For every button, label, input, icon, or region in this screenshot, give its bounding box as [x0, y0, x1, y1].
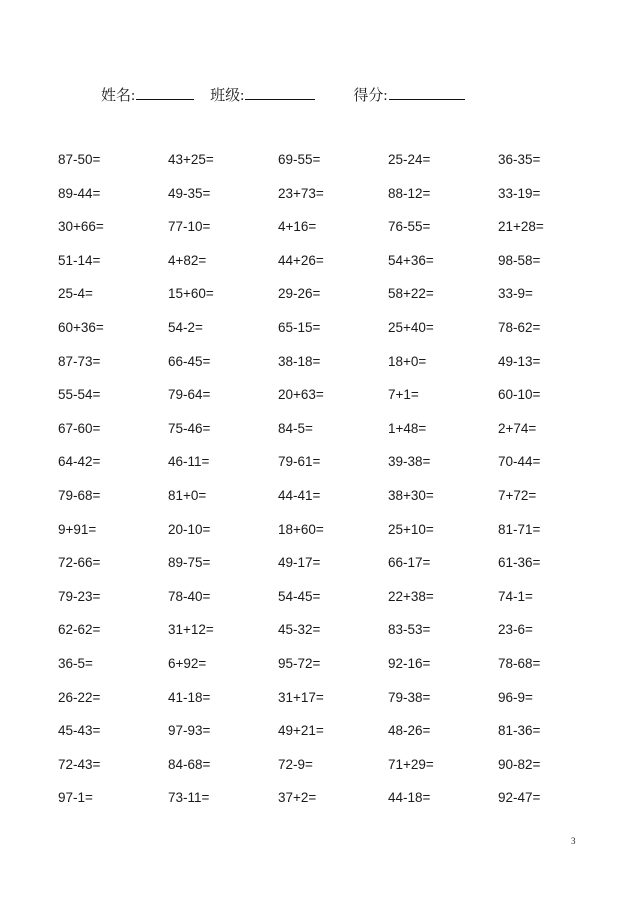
- math-problem: 41-18=: [168, 689, 211, 705]
- math-problem: 92-47=: [498, 790, 541, 806]
- math-problem: 49+21=: [278, 723, 324, 739]
- name-blank[interactable]: [136, 85, 194, 100]
- math-problem: 60+36=: [58, 319, 104, 335]
- name-field: [101, 84, 194, 105]
- math-problem: 79-61=: [278, 454, 321, 470]
- math-problem: 23+73=: [278, 185, 324, 201]
- math-problem: 89-75=: [168, 555, 211, 571]
- math-problem: 39-38=: [388, 454, 431, 470]
- math-problem: 72-43=: [58, 756, 101, 772]
- name-label: 姓名:: [101, 88, 136, 104]
- math-problem: 60-10=: [498, 387, 541, 403]
- math-problem: 9+91=: [58, 521, 97, 537]
- score-blank[interactable]: [389, 85, 465, 100]
- math-problem: 6+92=: [168, 655, 207, 671]
- math-problem: 25-24=: [388, 152, 431, 167]
- score-field: [353, 84, 464, 105]
- math-problem: 30+66=: [58, 219, 104, 235]
- math-problem: 97-93=: [168, 723, 211, 739]
- math-problem: 72-9=: [278, 756, 313, 772]
- math-problem: 18+0=: [388, 353, 427, 369]
- math-problem: 22+38=: [388, 588, 434, 604]
- math-problem: 36-35=: [498, 152, 541, 167]
- math-problem: 26-22=: [58, 689, 101, 705]
- math-problem: 72-66=: [58, 555, 101, 571]
- math-problem: 33-9=: [498, 286, 533, 302]
- math-problem: 45-32=: [278, 622, 321, 638]
- math-problem: 4+82=: [168, 252, 207, 268]
- math-problem: 44+26=: [278, 252, 324, 268]
- page-number: 3: [571, 836, 576, 846]
- math-problem: 98-58=: [498, 252, 541, 268]
- math-problem: 81-36=: [498, 723, 541, 739]
- math-problem: 25-4=: [58, 286, 93, 302]
- math-problem: 7+1=: [388, 387, 419, 403]
- math-problem: 54-2=: [168, 319, 203, 335]
- math-problem: 23-6=: [498, 622, 533, 638]
- math-problem: 18+60=: [278, 521, 324, 537]
- math-problem: 78-62=: [498, 319, 541, 335]
- math-problem: 55-54=: [58, 387, 101, 403]
- math-problem: 61-36=: [498, 555, 541, 571]
- math-problem: 15+60=: [168, 286, 214, 302]
- math-problem: 44-18=: [388, 790, 431, 806]
- math-problem: 89-44=: [58, 185, 101, 201]
- math-problem: 77-10=: [168, 219, 211, 235]
- math-problem: 81+0=: [168, 487, 207, 503]
- math-problem: 71+29=: [388, 756, 434, 772]
- math-problem: 1+48=: [388, 420, 427, 436]
- math-problem: 97-1=: [58, 790, 93, 806]
- class-field: [210, 84, 315, 105]
- math-problem: 78-40=: [168, 588, 211, 604]
- math-problem: 65-15=: [278, 319, 321, 335]
- math-problem: 73-11=: [168, 790, 210, 806]
- math-problem: 83-53=: [388, 622, 431, 638]
- score-label: 得分:: [353, 88, 388, 104]
- math-problem: 66-17=: [388, 555, 431, 571]
- math-problem: 51-14=: [58, 252, 101, 268]
- math-problem: 92-16=: [388, 655, 431, 671]
- math-problem: 79-64=: [168, 387, 211, 403]
- math-problem: 74-1=: [498, 588, 533, 604]
- math-problem: 4+16=: [278, 219, 317, 235]
- math-problem: 54-45=: [278, 588, 321, 604]
- math-problem: 96-9=: [498, 689, 533, 705]
- math-problem: 81-71=: [498, 521, 541, 537]
- math-problem: 78-68=: [498, 655, 541, 671]
- math-problem: 37+2=: [278, 790, 317, 806]
- problem-grid: [58, 149, 608, 821]
- class-blank[interactable]: [245, 85, 315, 100]
- math-problem: 49-17=: [278, 555, 321, 571]
- math-problem: 66-45=: [168, 353, 211, 369]
- math-problem: 2+74=: [498, 420, 537, 436]
- math-problem: 45-43=: [58, 723, 101, 739]
- math-problem: 38-18=: [278, 353, 321, 369]
- math-problem: 58+22=: [388, 286, 434, 302]
- math-problem: 7+72=: [498, 487, 537, 503]
- math-problem: 75-46=: [168, 420, 211, 436]
- math-problem: 67-60=: [58, 420, 101, 436]
- math-problem: 29-26=: [278, 286, 321, 302]
- math-problem: 95-72=: [278, 655, 321, 671]
- math-problem: 69-55=: [278, 152, 321, 167]
- math-problem: 84-5=: [278, 420, 313, 436]
- math-problem: 87-50=: [58, 152, 101, 167]
- math-problem: 21+28=: [498, 219, 544, 235]
- math-problem: 70-44=: [498, 454, 541, 470]
- math-problem: 20-10=: [168, 521, 211, 537]
- math-problem: 25+40=: [388, 319, 434, 335]
- math-problem: 76-55=: [388, 219, 431, 235]
- math-problem: 36-5=: [58, 655, 93, 671]
- math-problem: 33-19=: [498, 185, 541, 201]
- class-label: 班级:: [210, 88, 245, 104]
- math-problem: 25+10=: [388, 521, 434, 537]
- math-problem: 79-68=: [58, 487, 101, 503]
- math-problem: 48-26=: [388, 723, 431, 739]
- math-problem: 31+12=: [168, 622, 214, 638]
- math-problem: 88-12=: [388, 185, 431, 201]
- math-problem: 20+63=: [278, 387, 324, 403]
- math-problem: 31+17=: [278, 689, 324, 705]
- math-problem: 49-13=: [498, 353, 541, 369]
- math-problem: 43+25=: [168, 152, 214, 167]
- math-problem: 49-35=: [168, 185, 211, 201]
- worksheet-header: [101, 84, 465, 105]
- math-problem: 62-62=: [58, 622, 101, 638]
- math-problem: 90-82=: [498, 756, 541, 772]
- math-problem: 79-38=: [388, 689, 431, 705]
- math-problem: 54+36=: [388, 252, 434, 268]
- math-problem: 79-23=: [58, 588, 101, 604]
- math-problem: 38+30=: [388, 487, 434, 503]
- math-problem: 84-68=: [168, 756, 211, 772]
- math-problem: 87-73=: [58, 353, 101, 369]
- math-problem: 64-42=: [58, 454, 101, 470]
- math-problem: 46-11=: [168, 454, 210, 470]
- math-problem: 44-41=: [278, 487, 321, 503]
